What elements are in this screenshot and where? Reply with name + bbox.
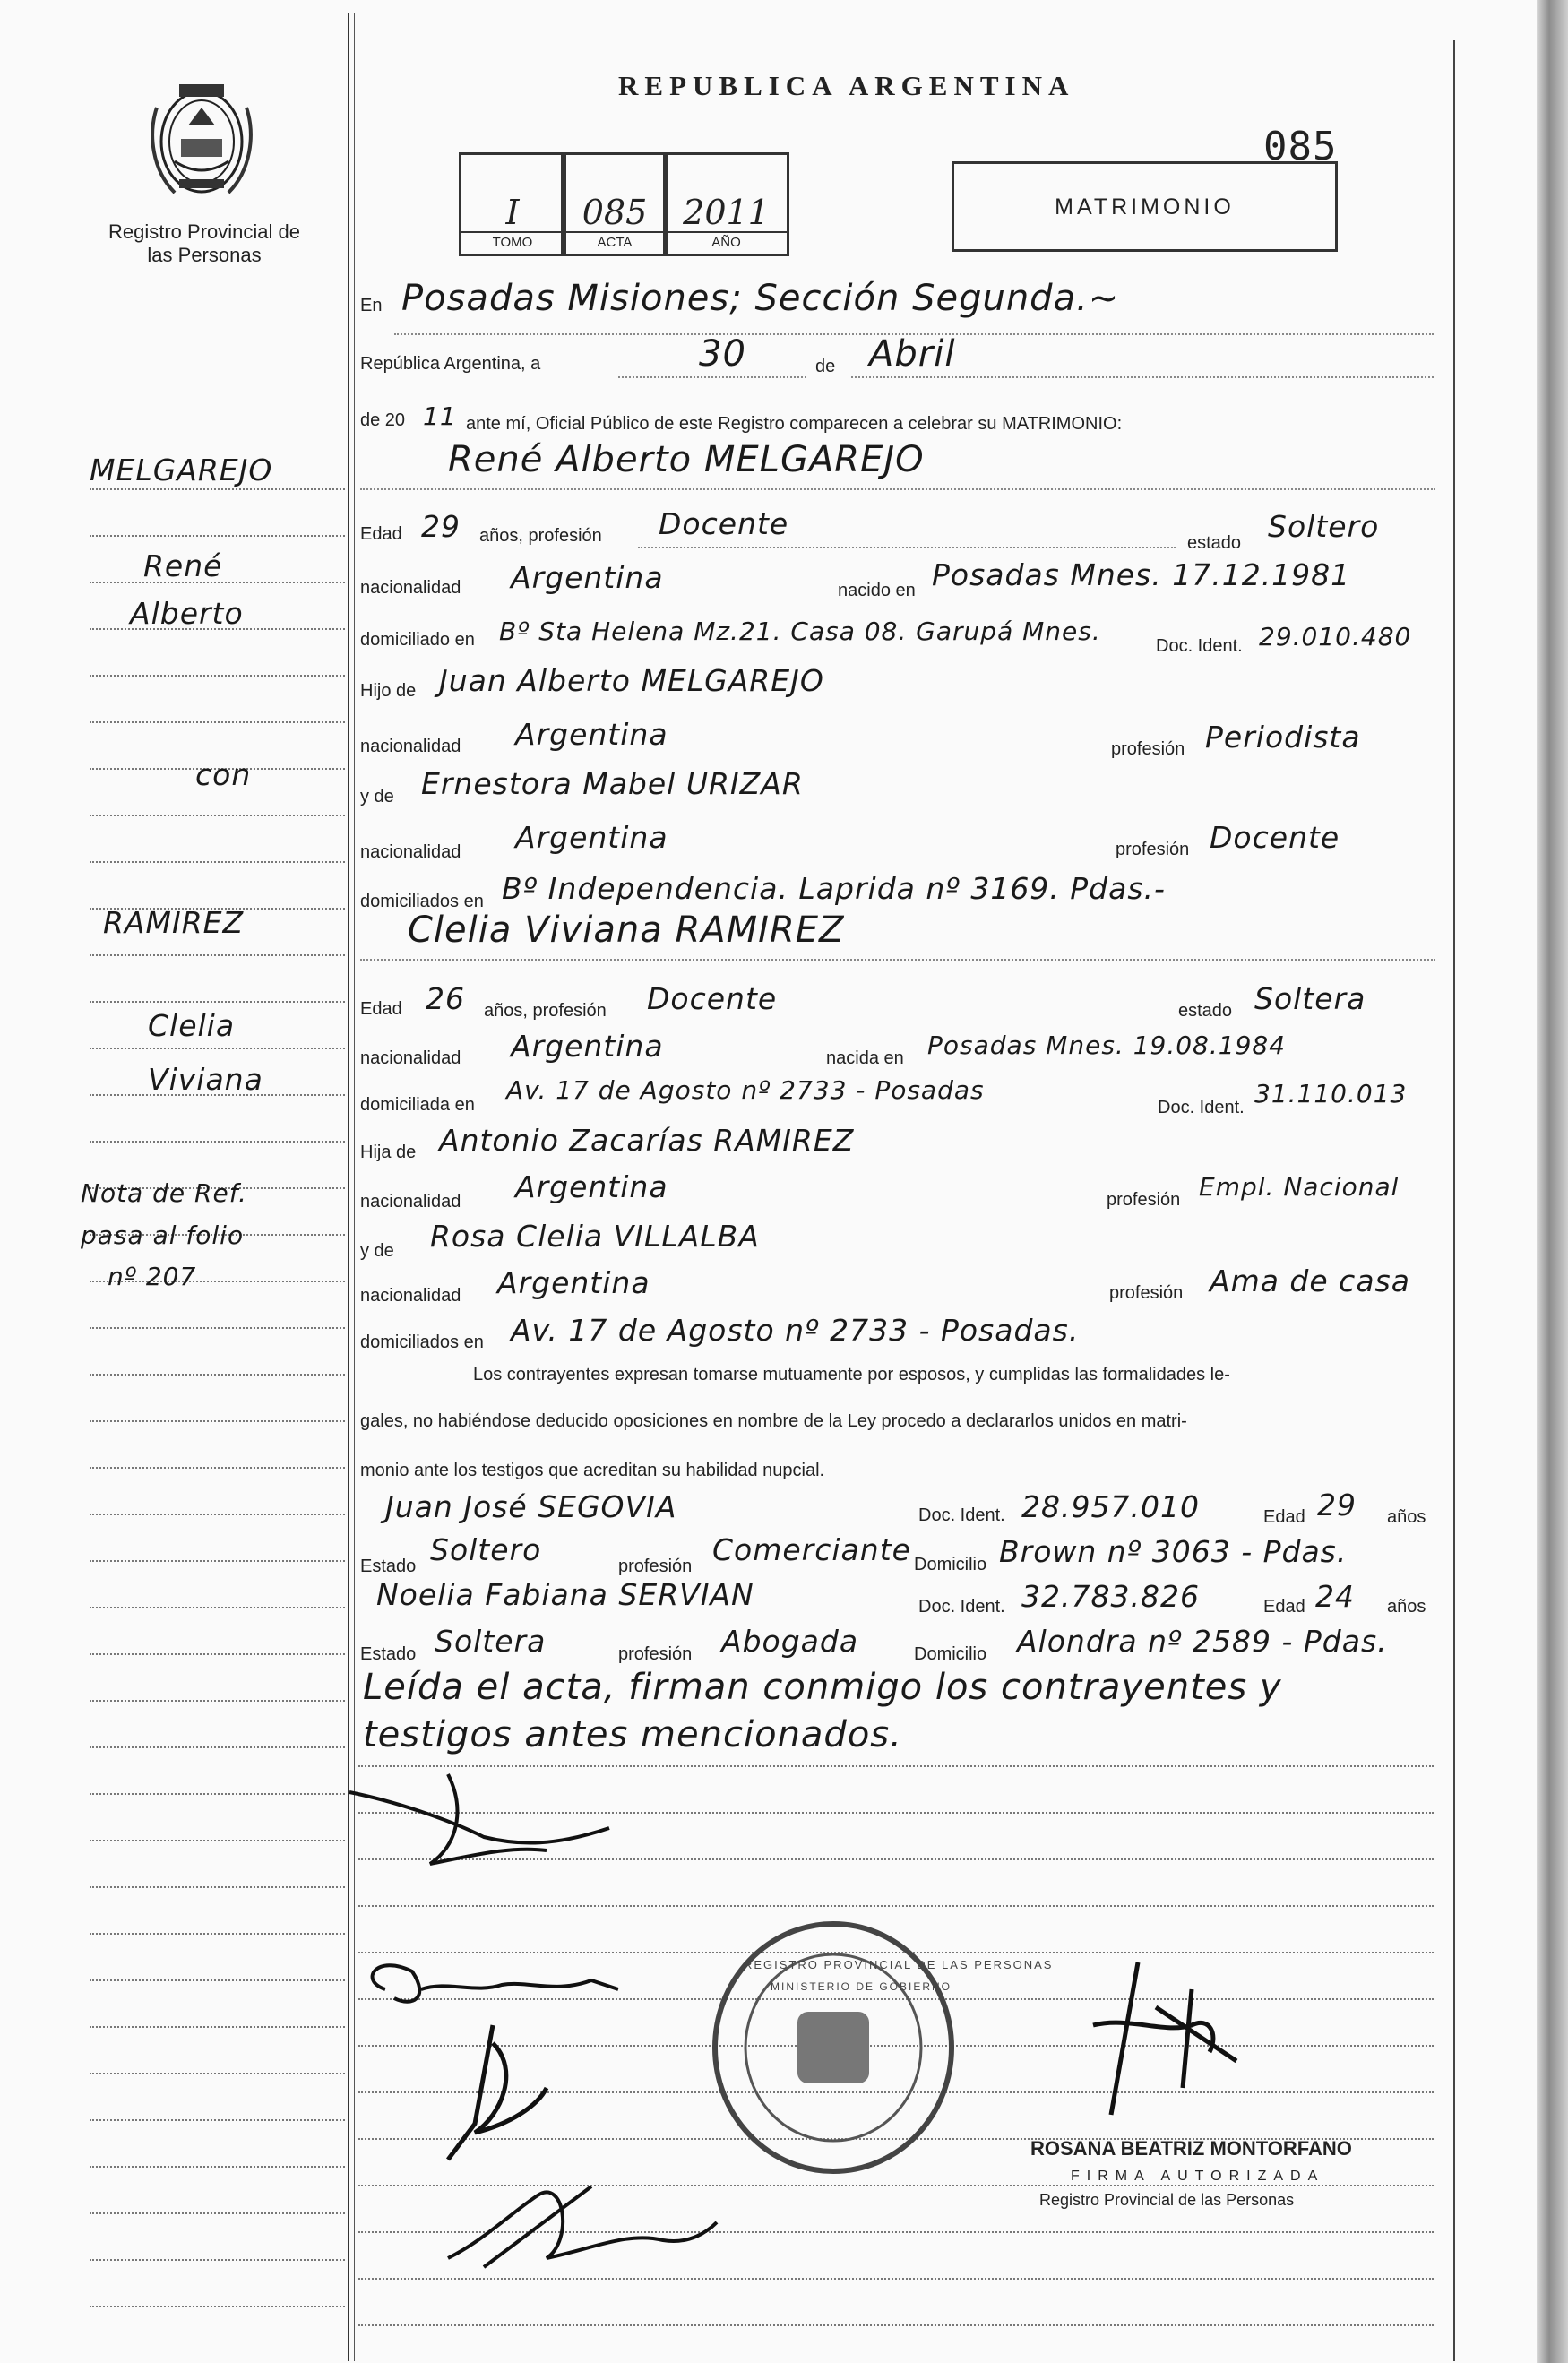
bride-mother: Rosa Clelia VILLALBA <box>430 1219 760 1254</box>
groom-father: Juan Alberto MELGAREJO <box>439 663 824 698</box>
groom-mother: Ernestora Mabel URIZAR <box>421 766 804 801</box>
groom-nationality: Argentina <box>511 560 664 595</box>
margin-ruled-line <box>90 861 345 863</box>
en-label: En <box>360 296 383 315</box>
declaration-line3: monio ante los testigos que acreditan su habilidad nupcial. <box>360 1461 825 1480</box>
anio-label: AÑO <box>666 231 787 250</box>
margin-groom-second: Alberto <box>130 596 244 631</box>
bride-edad-label: Edad <box>360 999 402 1019</box>
bride-mother-nat: Argentina <box>497 1265 650 1300</box>
margin-ruled-line <box>90 721 345 723</box>
body-ruled-line <box>358 2324 1434 2326</box>
witness2-age: 24 <box>1315 1579 1355 1614</box>
witness2-doc-label: Doc. Ident. <box>918 1597 1005 1617</box>
bride-mother-label: y de <box>360 1241 394 1261</box>
groom-doc-label: Doc. Ident. <box>1156 636 1243 656</box>
anio-value: 2011 <box>683 193 770 232</box>
witness2-estado-label: Estado <box>360 1644 417 1664</box>
witness1-age: 29 <box>1317 1488 1357 1522</box>
groom-civil-status: Soltero <box>1268 509 1380 544</box>
groom-prof-line <box>638 547 1176 548</box>
margin-bride-first: Clelia <box>148 1008 236 1043</box>
witness2-name: Noelia Fabiana SERVIAN <box>376 1577 754 1612</box>
bride-mother-prof: Ama de casa <box>1210 1263 1410 1298</box>
margin-note-3: nº 207 <box>108 1262 197 1291</box>
book-binding-edge <box>1537 0 1568 2363</box>
bride-parents-addr: Av. 17 de Agosto nº 2733 - Posadas. <box>511 1313 1080 1348</box>
acta-box <box>561 152 668 256</box>
witness2-status: Soltera <box>435 1624 547 1659</box>
margin-ruled-line <box>90 2212 345 2214</box>
bride-civil-status: Soltera <box>1254 981 1366 1016</box>
groom-signature-icon <box>340 1756 681 1882</box>
bride-name-line <box>360 959 1435 961</box>
bride-nationality: Argentina <box>511 1029 664 1064</box>
groom-estado-label: estado <box>1187 533 1242 553</box>
witness2-edad-label: Edad <box>1263 1597 1305 1617</box>
tomo-label: TOMO <box>461 231 564 250</box>
groom-nat-label: nacionalidad <box>360 578 461 598</box>
declaration-line2: gales, no habiéndose deducido oposiciones en nombre de la Ley procedo a declararlos unidos en matri- <box>360 1411 1187 1431</box>
groom-edad-label: Edad <box>360 524 402 544</box>
margin-ruled-line <box>90 954 345 956</box>
groom-father-label: Hijo de <box>360 681 417 701</box>
declaration-line1: Los contrayentes expresan tomarse mutuamente por esposos, y cumplidas las formalidades le- <box>473 1365 1230 1384</box>
margin-ruled-line <box>90 1653 345 1655</box>
margin-groom-first: René <box>143 548 223 583</box>
margin-ruled-line <box>90 815 345 816</box>
bride-father-prof-label: profesión <box>1107 1190 1181 1210</box>
republica-label: República Argentina, a <box>360 354 541 374</box>
provincial-coat-of-arms-icon <box>143 72 260 206</box>
act-number-stamp: 085 <box>1263 124 1338 169</box>
officer-registry: Registro Provincial de las Personas <box>1039 2191 1295 2209</box>
groom-full-name: René Alberto MELGAREJO <box>448 439 925 480</box>
margin-ruled-line <box>90 1514 345 1515</box>
groom-dom-label: domiciliado en <box>360 630 475 650</box>
witness1-anos-label: años <box>1387 1507 1426 1527</box>
groom-mother-prof: Docente <box>1210 820 1340 855</box>
margin-note-2: pasa al folio <box>81 1220 245 1250</box>
margin-ruled-line <box>90 2306 345 2307</box>
bride-mother-prof-label: profesión <box>1109 1283 1184 1303</box>
year-prefix: de 20 <box>360 410 406 430</box>
month: Abril <box>869 333 956 375</box>
groom-profession: Docente <box>659 506 789 541</box>
witness1-status: Soltero <box>430 1532 542 1567</box>
groom-father-prof-label: profesión <box>1111 739 1185 759</box>
seal-inner-text: MINISTERIO DE GOBIERNO <box>771 1980 952 1993</box>
bride-father-prof: Empl. Nacional <box>1199 1172 1400 1202</box>
officer-title: FIRMA AUTORIZADA <box>1071 2169 1325 2184</box>
seal-outer-text: REGISTRO PROVINCIAL DE LAS PERSONAS <box>744 1958 1054 1971</box>
groom-mother-prof-label: profesión <box>1116 840 1190 859</box>
tomo-box <box>459 152 566 256</box>
bride-address: Av. 17 de Agosto nº 2733 - Posadas <box>506 1075 985 1105</box>
witness2-signature-icon <box>430 2160 726 2285</box>
bride-profession: Docente <box>647 981 778 1016</box>
margin-ruled-line <box>90 1048 345 1049</box>
margin-ruled-line <box>90 535 345 537</box>
officer-signature-icon <box>1057 1953 1263 2133</box>
margin-con: con <box>195 757 252 792</box>
margin-ruled-line <box>90 1327 345 1329</box>
margin-ruled-line <box>90 2026 345 2028</box>
margin-ruled-line <box>90 1700 345 1702</box>
margin-ruled-line <box>90 1793 345 1795</box>
closing-line2: testigos antes mencionados. <box>363 1714 902 1755</box>
bride-doc-label: Doc. Ident. <box>1158 1098 1245 1117</box>
witness1-doc: 28.957.010 <box>1021 1489 1200 1524</box>
groom-mother-nat: Argentina <box>515 820 668 855</box>
groom-mother-label: y de <box>360 787 394 806</box>
witness1-prof-label: profesión <box>618 1557 693 1576</box>
bride-signature-icon <box>349 1945 654 2025</box>
margin-note-1: Nota de Ref. <box>81 1178 247 1208</box>
witness1-address: Brown nº 3063 - Pdas. <box>999 1534 1348 1569</box>
bride-anos-label: años, profesión <box>484 1001 607 1021</box>
margin-ruled-line <box>90 2166 345 2168</box>
official-round-seal-icon <box>708 1918 959 2178</box>
witness1-edad-label: Edad <box>1263 1507 1305 1527</box>
groom-doc: 29.010.480 <box>1259 622 1412 651</box>
margin-ruled-line <box>90 2073 345 2074</box>
bride-father-nat-label: nacionalidad <box>360 1192 461 1212</box>
month-line <box>851 376 1434 378</box>
margin-ruled-line <box>90 1467 345 1469</box>
groom-father-prof: Periodista <box>1205 720 1361 755</box>
bride-father-nat: Argentina <box>515 1169 668 1204</box>
witness1-name: Juan José SEGOVIA <box>385 1489 677 1524</box>
witness2-dom-label: Domicilio <box>914 1644 987 1664</box>
place: Posadas Misiones; Sección Segunda.~ <box>401 278 1120 319</box>
margin-ruled-line <box>90 2119 345 2121</box>
bride-parents-addr-label: domiciliados en <box>360 1332 484 1352</box>
bride-age: 26 <box>426 981 465 1016</box>
bride-father-label: Hija de <box>360 1143 417 1162</box>
bride-full-name: Clelia Viviana RAMIREZ <box>408 910 845 951</box>
margin-ruled-line <box>90 1840 345 1841</box>
margin-ruled-line <box>90 1374 345 1376</box>
margin-ruled-line <box>90 675 345 677</box>
witness1-estado-label: Estado <box>360 1557 417 1576</box>
officer-name: ROSANA BEATRIZ MONTORFANO <box>1030 2137 1352 2160</box>
margin-ruled-line <box>90 1001 345 1003</box>
witness2-prof: Abogada <box>721 1624 859 1659</box>
witness2-prof-label: profesión <box>618 1644 693 1664</box>
acta-value: 085 <box>582 193 648 232</box>
body-ruled-line <box>358 1905 1434 1907</box>
groom-parents-addr-label: domiciliados en <box>360 892 484 911</box>
groom-mother-nat-label: nacionalidad <box>360 842 461 862</box>
de-label: de <box>815 357 836 376</box>
groom-father-nat: Argentina <box>515 717 668 752</box>
doc-type-box <box>952 161 1338 252</box>
right-rule <box>1453 40 1455 2361</box>
closing-line1: Leída el acta, firman conmigo los contrayentes y <box>363 1667 1282 1708</box>
groom-address: Bº Sta Helena Mz.21. Casa 08. Garupá Mnes. <box>499 617 1101 646</box>
groom-name-line <box>360 488 1435 490</box>
witness1-doc-label: Doc. Ident. <box>918 1505 1005 1525</box>
margin-ruled-line <box>90 1933 345 1935</box>
margin-ruled-line <box>90 1141 345 1143</box>
bride-nat-label: nacionalidad <box>360 1048 461 1068</box>
groom-parents-addr: Bº Independencia. Laprida nº 3169. Pdas.- <box>502 871 1166 906</box>
bride-father: Antonio Zacarías RAMIREZ <box>439 1123 855 1158</box>
witness2-anos-label: años <box>1387 1597 1426 1617</box>
witness2-doc: 32.783.826 <box>1021 1579 1200 1614</box>
anio-box <box>663 152 789 256</box>
bride-doc: 31.110.013 <box>1254 1079 1408 1108</box>
groom-birth: Posadas Mnes. 17.12.1981 <box>932 557 1351 592</box>
tomo-value: I <box>505 193 520 232</box>
groom-nacido-label: nacido en <box>838 581 916 600</box>
margin-ruled-line <box>90 488 345 490</box>
margin-ruled-line <box>90 1607 345 1608</box>
bride-nacida-label: nacida en <box>826 1048 904 1068</box>
witness2-address: Alondra nº 2589 - Pdas. <box>1017 1624 1388 1659</box>
margin-bride-surname: RAMIREZ <box>103 905 245 940</box>
margin-bride-second: Viviana <box>148 1062 263 1097</box>
doc-type: MATRIMONIO <box>1055 194 1235 220</box>
groom-father-nat-label: nacionalidad <box>360 737 461 756</box>
country-title: REPUBLICA ARGENTINA <box>618 70 1075 101</box>
groom-anos-label: años, profesión <box>479 526 602 546</box>
margin-ruled-line <box>90 1560 345 1562</box>
bride-dom-label: domiciliada en <box>360 1095 475 1115</box>
day: 30 <box>699 333 746 375</box>
margin-ruled-line <box>90 1746 345 1748</box>
witness1-prof: Comerciante <box>712 1532 911 1567</box>
bride-birth: Posadas Mnes. 19.08.1984 <box>927 1031 1287 1060</box>
margin-ruled-line <box>90 1886 345 1888</box>
day-line <box>618 376 806 378</box>
groom-age: 29 <box>421 509 461 544</box>
margin-ruled-line <box>90 2259 345 2261</box>
ante-text: ante mí, Oficial Público de este Registro comparecen a celebrar su MATRIMONIO: <box>466 414 1123 434</box>
margin-groom-surname: MELGAREJO <box>90 453 273 487</box>
margin-ruled-line <box>90 1420 345 1422</box>
margin-ruled-line <box>90 1979 345 1981</box>
bride-mother-nat-label: nacionalidad <box>360 1286 461 1306</box>
year-suffix: 11 <box>423 401 457 431</box>
bride-estado-label: estado <box>1178 1001 1233 1021</box>
acta-label: ACTA <box>564 231 666 250</box>
witness1-dom-label: Domicilio <box>914 1555 987 1574</box>
registry-name: Registro Provincial de las Personas <box>108 220 300 266</box>
witness1-signature-icon <box>421 2016 564 2169</box>
